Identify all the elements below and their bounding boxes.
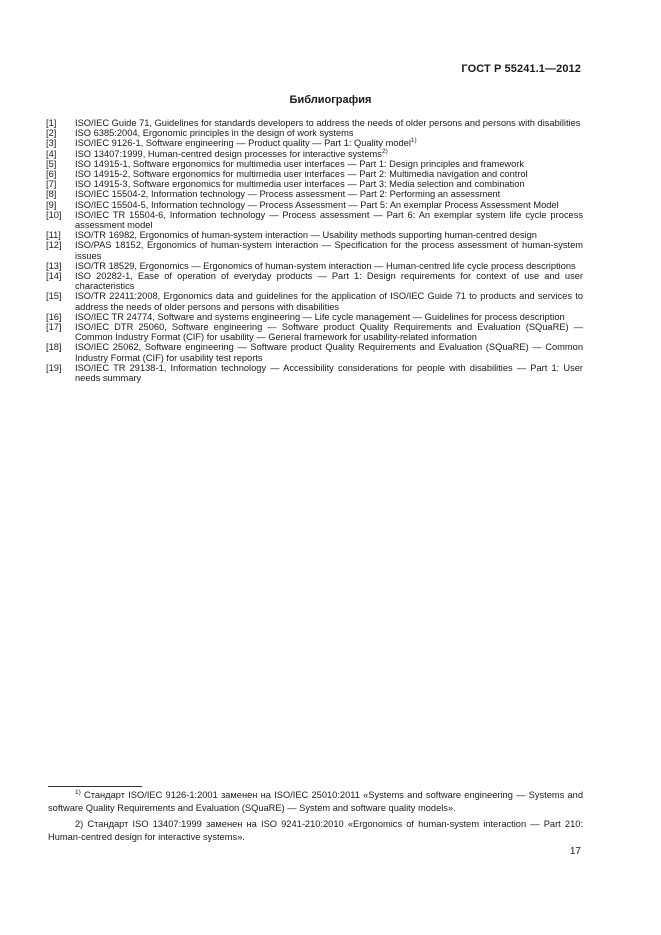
entry-text [75,189,583,199]
entry-text-content: ISO/TR 18529, Ergonomics — Ergonomics of human-system interaction — Human-centred life cycle process descriptions [75,260,576,271]
bibliography-entry [46,342,583,362]
entry-text [75,128,583,138]
bibliography-entry [46,200,583,210]
bibliography-entry [46,271,583,291]
entry-text [75,261,583,271]
entry-text [75,138,583,148]
entry-text-content: ISO 14915-2, Software ergonomics for multimedia user interfaces — Part 2: Multimedia navigation and control [75,169,528,180]
section-title: Библиография [289,94,372,106]
entry-number: [7] [46,179,57,190]
bibliography-entry [46,138,583,148]
entry-text-content: ISO/PAS 18152, Ergonomics of human-system interaction — Specification for the process assessment of human-system issues [75,240,583,261]
entry-number: [16] [46,311,62,322]
entry-text [75,169,583,179]
bibliography-entry [46,159,583,169]
bibliography-entry [46,169,583,179]
entry-text [75,159,583,169]
entry-text-content: ISO/IEC TR 29138-1, Information technology — Accessibility considerations for people with disabilities — Part 1: User needs summary [75,362,583,384]
entry-text [75,179,583,189]
entry-text-content: ISO 13407:1999, Human-centred design processes for interactive systems [75,148,382,159]
bibliography-list [46,118,583,383]
footnote-text: Стандарт ISO/IEC 9126-1:2001 заменен на ISO/IEC 25010:2011 «Systems and software engineering — Systems and software Quality Requirements and Evaluation (SQuaRE) — System and software quality models». [48,790,583,813]
entry-number: [18] [46,342,62,353]
entry-text-content: ISO/TR 22411:2008, Ergonomics data and guidelines for the application of ISO/IEC Guide 71 to products and services to address the needs of older persons and persons with disabilities [75,291,583,312]
entry-number: [6] [46,169,57,180]
entry-text [75,240,583,260]
bibliography-entry [46,261,583,271]
entry-text [75,342,583,362]
entry-text-content: ISO 14915-1, Software ergonomics for multimedia user interfaces — Part 1: Design principles and framework [75,158,525,169]
entry-number: [4] [46,148,57,159]
entry-text [75,291,583,311]
page-number: 17 [569,846,581,857]
entry-text [75,312,583,322]
entry-number: [14] [46,271,62,282]
bibliography-entry [46,128,583,138]
entry-text [75,149,583,159]
bibliography-entry [46,189,583,199]
entry-number: [11] [46,230,61,241]
entry-text [75,210,583,230]
footnote [48,818,583,843]
entry-text [75,271,583,291]
entry-text-content: ISO/TR 16982, Ergonomics of human-system interaction — Usability methods supporting human-centred design [75,230,537,241]
entry-number: [1] [46,118,57,128]
entry-text [75,200,583,210]
bibliography-entry [46,363,583,383]
footnote-reference: 1) [410,137,417,145]
footnote-marker: 1) [75,789,81,796]
entry-number: [8] [46,189,57,200]
bibliography-entry [46,210,583,230]
entry-number: [15] [46,291,62,302]
entry-text-content: ISO 6385:2004, Ergonomic principles in the design of work systems [75,128,354,139]
entry-text-content: ISO/IEC DTR 25060, Software engineering — Software product Quality Requirements and Evaluation (SQuaRE) — Common Industry Format (CIF) for usability — General framework for usability-related information [75,322,583,343]
footnote-text: 2) Стандарт ISO 13407:1999 заменен на ISO 9241-210:2010 «Ergonomics of human-system interaction — Part 210: Human-centred design for interactive systems». [48,819,583,842]
entry-text [75,230,583,240]
bibliography-entry [46,312,583,322]
entry-text-content: ISO/IEC TR 15504-6, Information technology — Process assessment — Part 6: An exemplar system life cycle process assessment model [75,209,583,231]
entry-number: [9] [46,199,57,210]
entry-number: [2] [46,128,57,139]
bibliography-entry [46,240,583,260]
bibliography-entry [46,149,583,159]
footnote [48,789,583,814]
entry-text-content: ISO 20282-1, Ease of operation of everyday products — Part 1: Design requirements for context of use and user characteristics [75,271,583,292]
entry-text-content: ISO/IEC TR 24774, Software and systems engineering — Life cycle management — Guidelines for process description [75,311,565,322]
entry-text [75,363,583,383]
entry-number: [13] [46,260,62,271]
entry-text-content: ISO/IEC 9126-1, Software engineering — Product quality — Part 1: Quality model [75,138,411,149]
entry-text-content: ISO 14915-3, Software ergonomics for multimedia user interfaces — Part 3: Media selection and combination [75,179,525,190]
footnote-separator [48,786,142,787]
entry-text-content: ISO/IEC 15504-5, Information technology — Process Assessment — Part 5: An exemplar Process Assessment Model [75,199,559,210]
bibliography-entry [46,322,583,342]
bibliography-entry [46,291,583,311]
entry-text-content: ISO/IEC Guide 71, Guidelines for standards developers to address the needs of older persons and persons with disabilities [75,118,581,128]
footnotes [48,789,583,847]
document-code-header: ГОСТ Р 55241.1—2012 [461,63,581,75]
entry-number: [19] [46,362,62,373]
entry-text-content: ISO/IEC 25062, Software engineering — Software product Quality Requirements and Evaluation (SQuaRE) — Common Industry Format (CIF) for usability test reports [75,342,583,363]
entry-text-content: ISO/IEC 15504-2, Information technology — Process assessment — Part 2: Performing an assessment [75,189,501,200]
entry-number: [5] [46,158,57,169]
bibliography-entry [46,230,583,240]
entry-number: [17] [46,322,62,333]
entry-number: [3] [46,138,57,149]
entry-text [75,118,583,128]
entry-number: [12] [46,240,62,251]
footnote-reference: 2) [381,147,388,155]
bibliography-entry [46,118,583,128]
entry-number: [10] [46,209,62,220]
entry-text [75,322,583,342]
bibliography-entry [46,179,583,189]
